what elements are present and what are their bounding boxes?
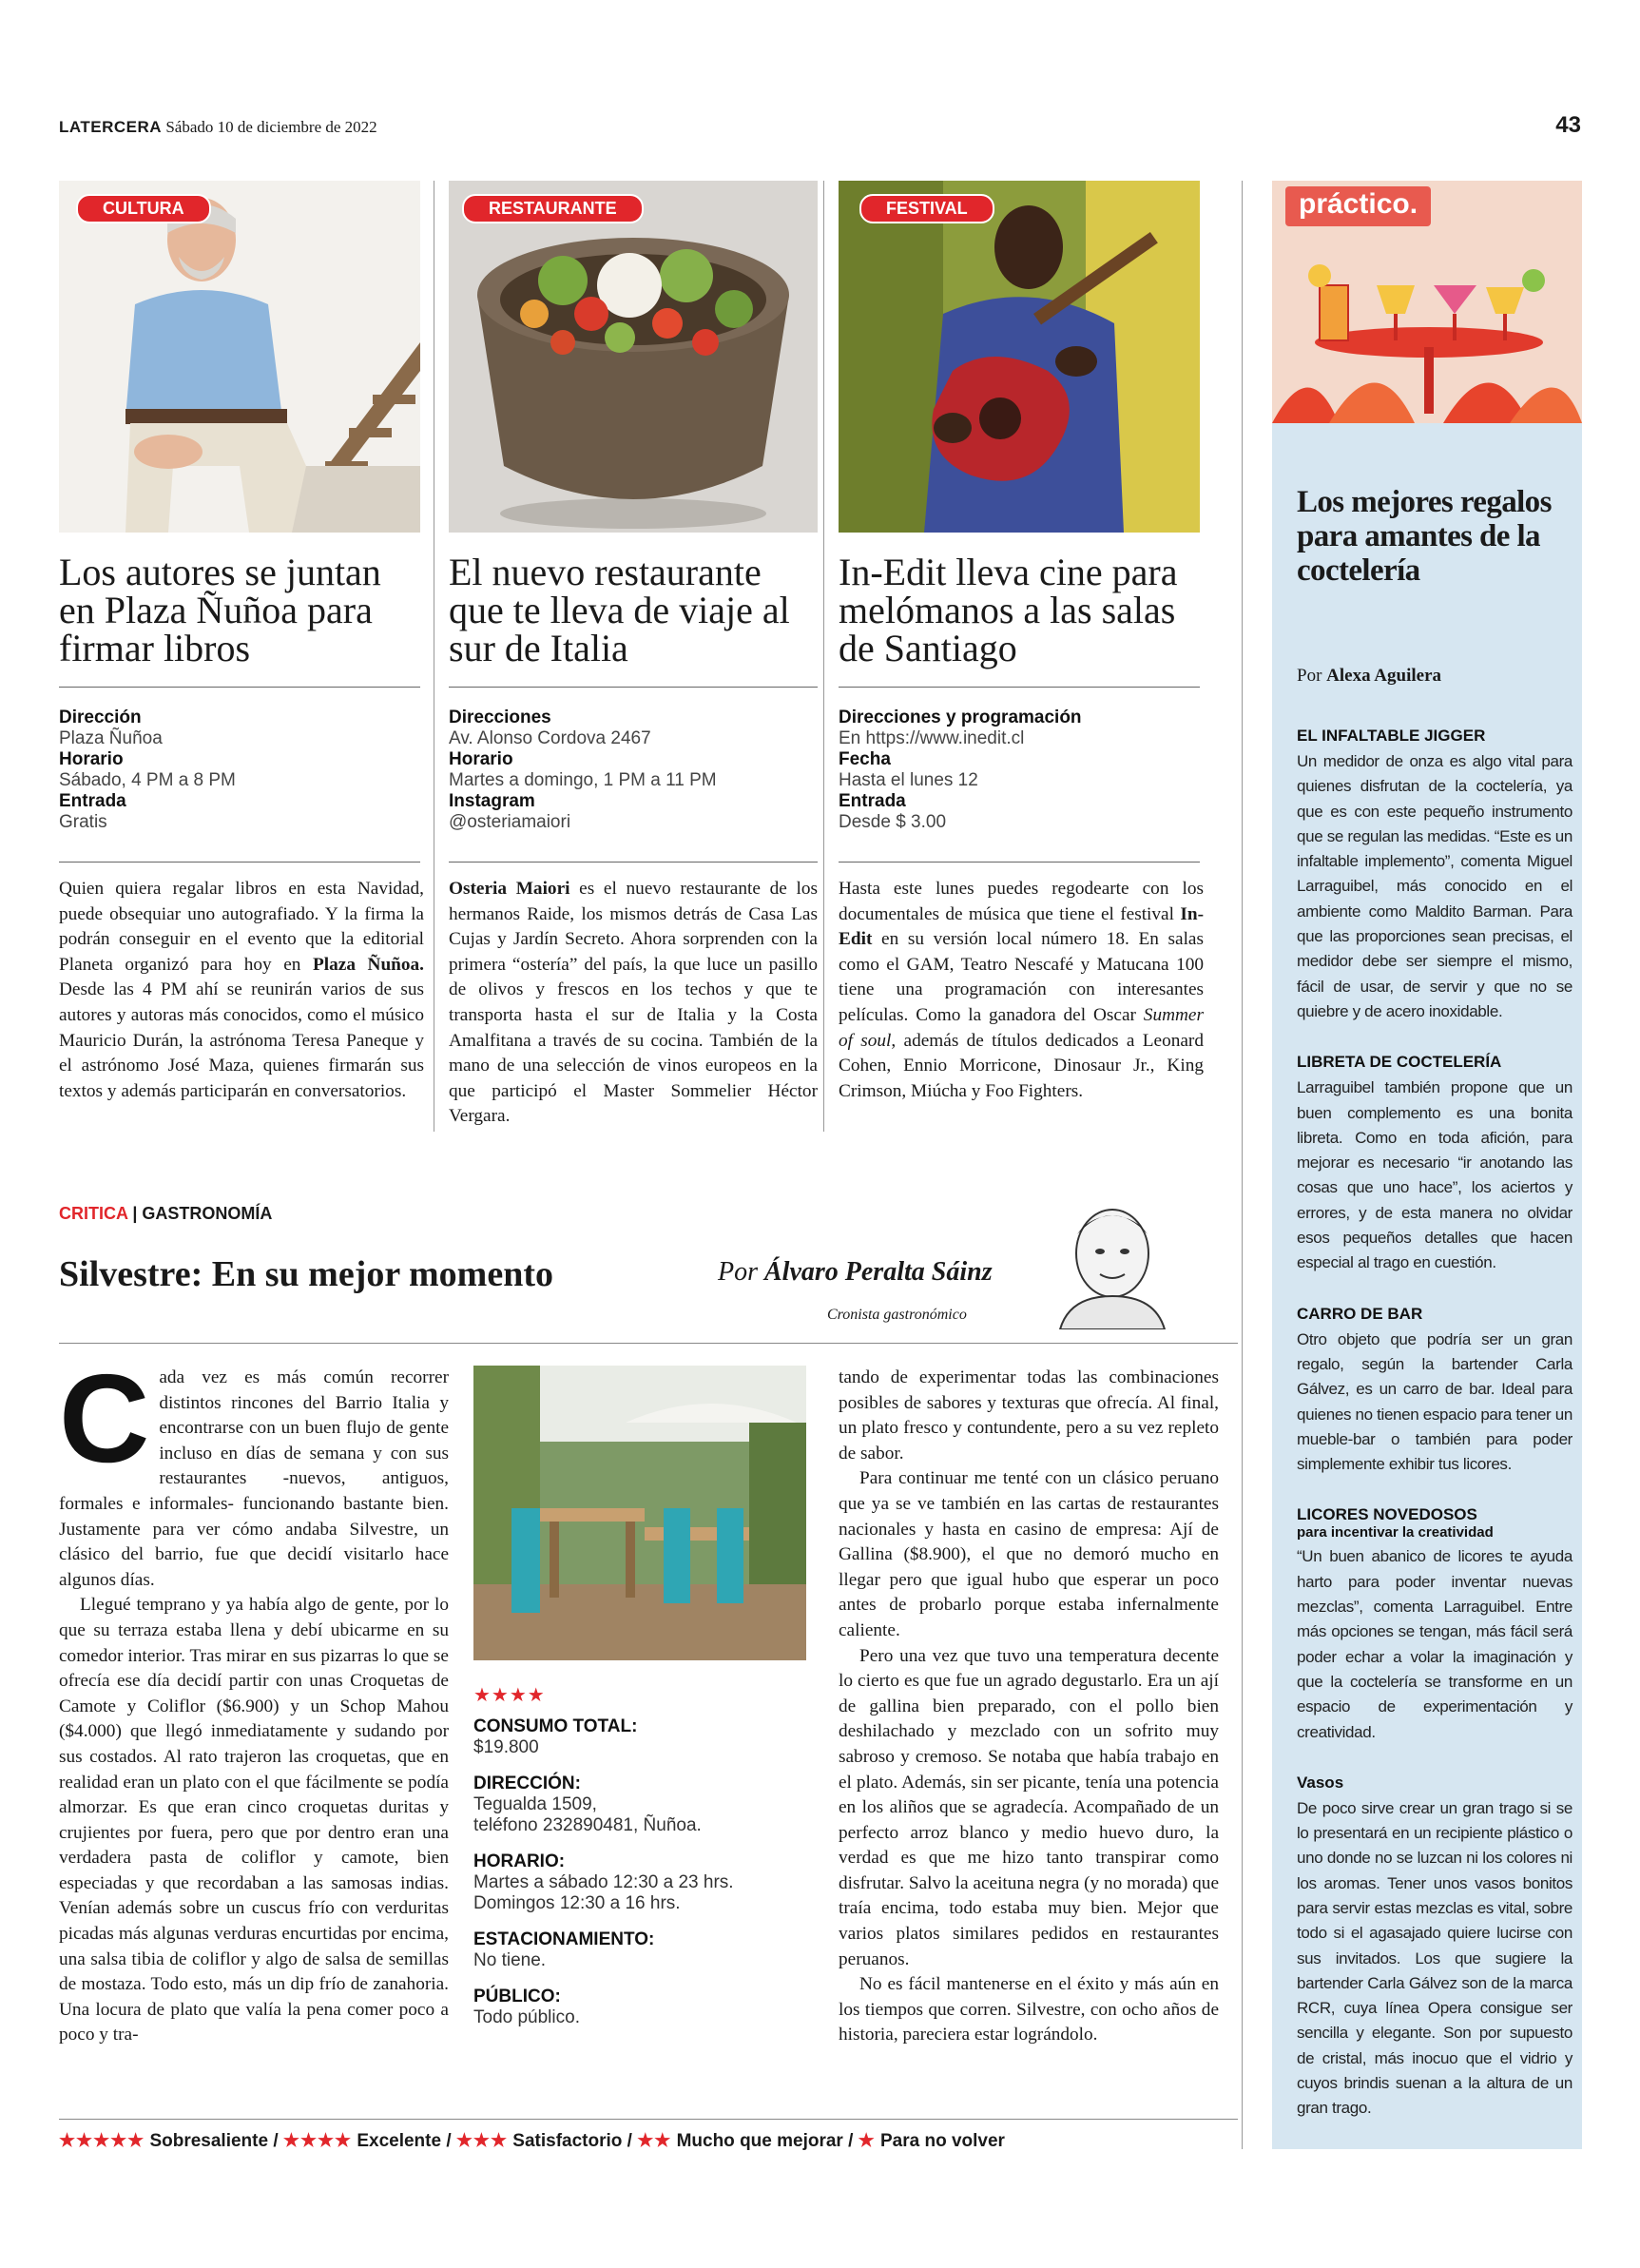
info-label: Fecha (839, 749, 891, 769)
section-heading: LICORES NOVEDOSOS (1297, 1505, 1477, 1524)
festival-photo (839, 181, 1200, 533)
info-value: Martes a domingo, 1 PM a 11 PM (449, 770, 717, 790)
section-text: Un medidor de onza es algo vital para quienes disfrutan de la coctelería, ya que es con este pequeño instrumento que se regulan las medidas. “Este es un infaltable implemento”, comenta Miguel Larraguibel, más conocido en el ambiente como Maldito Barman. Para que las proporciones sean precisas, el medidor debe ser siempre el mismo, fácil de usar, de servir y que no se quiebre y de acero inoxidable. (1297, 752, 1572, 1020)
divider (59, 1343, 1238, 1344)
info-label: Instagram (449, 791, 535, 811)
author-role: Cronista gastronómico (827, 1307, 967, 1323)
byline-prefix: Por (718, 1257, 758, 1287)
article-title-festival: In-Edit lleva cine para melómanos a las salas de Santiago (839, 551, 1178, 669)
author-portrait-image (59, 181, 420, 533)
section-text: Larraguibel también propone que un buen complemento es una bonita libreta. Como en toda afición, para mejorar es necesario “ir anotando las cosas que uno hace”, los aciertos y errores, y de esta manera no olvidar esos pequeños detalles que hacen especial al trago en cuestión. (1297, 1078, 1572, 1272)
sidebar-illustration (1272, 181, 1582, 423)
byline-prefix: Por (1297, 666, 1322, 686)
review-byline (718, 1257, 993, 1288)
divider (839, 862, 1200, 863)
info-value: @osteriamaiori (449, 812, 571, 832)
fact-value: Todo público. (473, 2007, 580, 2027)
legend-label: Excelente / (357, 2131, 452, 2151)
category-tag-festival: FESTIVAL (859, 194, 994, 223)
legend-label: Satisfactorio / (512, 2131, 632, 2151)
review-paragraph: Pero una vez que tuvo una temperatura decente lo cierto es que fue un agrado degustarlo. Era un ají de gallina bien preparado, con el pollo bien deshilachado y mezclado con un sofrito muy sabroso y cremoso. Se notaba que había trabajo en el plato. Además, sin ser picante, tenía una potencia en los aliños que se agradecía. Acompañado de un perfecto arroz blanco y medio huevo duro, la verdad es que me hizo tanto transpirar como disfrutar. Salvo la aceituna negra (y no morada) que traía encima, todo estaba muy bien. Mejor que varios platos similares pedidos en restaurantes peruanos. (839, 1645, 1219, 1969)
restaurant-terrace-photo (473, 1366, 806, 1660)
divider (839, 687, 1200, 688)
author-sketch (1041, 1196, 1184, 1329)
article-title-cultura: Los autores se juntan en Plaza Ñuñoa para firmar libros (59, 551, 381, 669)
review-column-3 (839, 1366, 1219, 2048)
divider (59, 862, 420, 863)
subsection-label: GASTRONOMÍA (142, 1204, 273, 1223)
review-column-1 (59, 1348, 449, 2048)
body-text: en su versión local número 18. En salas como el GAM, Teatro Nescafé y Matucana 100 tiene una programación con interesantes películas. Como la ganadora del Oscar (839, 929, 1204, 1025)
info-label: Dirección (59, 708, 142, 727)
sidebar-byline (1297, 666, 1441, 687)
section-heading: Vasos (1297, 1773, 1344, 1792)
review-paragraph: Llegué temprano y ya había algo de gente, por lo que su terraza estaba llena y debí ubicarme en su comedor interior. Tras mirar en sus pizarras lo que se ofrecía ese día decidí partir con unas Croquetas de Camote y Coliflor ($6.900) y un Schop Mahou ($4.000) que llegó inmediatamente y sudando por sus costados. Al rato trajeron las croquetas, que en realidad eran un plato con el que fácilmente se podía almorzar. Es que eran cinco croquetas duritas y crujientes por fuera, pero que por dentro eran una verdadera pasta de coliflor y camote, bien especiadas y que recordaban a las samosas indias. Venían además sobre un cuscus frío con verduritas picadas más algunas verduras encurtidas por encima, una salsa tibia de coliflor y algo de salsa de semillas de mostaza. Todo esto, más un dip frío de zanahoria. Una locura de plato que valía la pena comer poco a poco y tra- (59, 1595, 449, 2045)
sidebar-title: Los mejores regalos para amantes de la coctelería (1297, 485, 1552, 588)
divider (449, 862, 818, 863)
fact-item (473, 1929, 816, 1971)
rating-legend (59, 2130, 1005, 2152)
info-label: Horario (449, 749, 513, 769)
body-text: es el nuevo restaurante de los hermanos Raide, los mismos detrás de Casa Las Cujas y Jardín Secreto. Ahora sorprenden con la primera “ostería” del país, la que luce un pasillo de olivos y frescos en los techos y que te transporta hasta el sur de Italia y la Costa Amalfitana a través de su cocina. También de la mano de una selección de vinos europeos en la que participó el Master Sommelier Héctor Vergara. (449, 879, 818, 1127)
fact-value: $19.800 (473, 1737, 539, 1757)
info-value: En https://www.inedit.cl (839, 728, 1025, 748)
divider (59, 2119, 1238, 2120)
body-text: Quien quiera regalar libros en esta Navidad, puede obsequiar uno autografiado. Y la firma la podrán conseguir en el evento que la editorial Planeta organizó para hoy en (59, 879, 424, 975)
fact-label: PÚBLICO: (473, 1987, 561, 2006)
info-value: Hasta el lunes 12 (839, 770, 978, 790)
legend-label: Sobresaliente / (149, 2131, 279, 2151)
body-text: Hasta este lunes puedes regodearte con los documentales de música que tiene el festival (839, 879, 1204, 924)
fact-item (473, 1716, 816, 1758)
info-label: Horario (59, 749, 124, 769)
fact-item (473, 1774, 816, 1836)
legend-stars: ★★★★ (282, 2131, 353, 2151)
fact-value: Martes a sábado 12:30 a 23 hrs. Domingos 12:30 a 16 hrs. (473, 1872, 734, 1913)
info-label: Direcciones (449, 708, 551, 727)
body-text-bold: In-Edit (839, 903, 1204, 950)
category-tag-restaurante: RESTAURANTE (462, 194, 644, 223)
section-subheading: para incentivar la creatividad (1297, 1524, 1494, 1541)
review-facts (473, 1683, 816, 2044)
body-text: , además de títulos dedicados a Leonard Cohen, Ennio Morricone, Dinosaur Jr., King Crimson, Miúcha y Foo Fighters. (839, 1030, 1204, 1101)
body-text-italic: Summer of soul (839, 1004, 1204, 1051)
article-title-restaurante: El nuevo restaurante que te lleva de viaje al sur de Italia (449, 551, 790, 669)
page-header (59, 118, 377, 137)
fact-label: CONSUMO TOTAL: (473, 1716, 638, 1736)
info-value: Desde $ 3.00 (839, 812, 947, 832)
body-text-bold: Plaza Ñuñoa. (312, 954, 424, 975)
review-section-label: CRITICA | GASTRONOMÍA (59, 1204, 273, 1223)
divider (59, 687, 420, 688)
info-value: Av. Alonso Cordova 2467 (449, 728, 651, 748)
author-sketch-image (1041, 1196, 1184, 1329)
fact-label: HORARIO: (473, 1851, 566, 1871)
drop-cap: C (59, 1348, 150, 1488)
article-body-festival (839, 877, 1204, 1104)
review-paragraph: ada vez es más común recorrer distintos rincones del Barrio Italia y encontrarse con un buen flujo de gente incluso en días de semana y con sus restaurantes -nuevos, antiguos, formales e informales- funcionando bastante bien. Justamente para ver cómo andaba Silvestre, un clásico del barrio, fue que decidí visitarlo hace algunos días. (59, 1367, 449, 1590)
legend-label: Mucho que mejorar / (676, 2131, 854, 2151)
review-paragraph: Para continuar me tenté con un clásico peruano que ya se ve también en las cartas de restaurantes nacionales y hasta en casino de empresa: Ají de Gallina ($8.900), el que no demoró mucho en llegar pero que igual hubo que esperar un poco antes de probarlo porque estaba infernalmente caliente. (839, 1468, 1219, 1640)
fact-value: No tiene. (473, 1950, 547, 1970)
culture-photo (59, 181, 420, 533)
section-heading: EL INFALTABLE JIGGER (1297, 727, 1486, 745)
article-body-restaurante (449, 877, 818, 1130)
legend-stars: ★★ (637, 2131, 672, 2151)
info-label: Entrada (59, 791, 126, 811)
body-text-bold: Osteria Maiori (449, 879, 570, 899)
issue-date: Sábado 10 de diciembre de 2022 (165, 118, 377, 136)
terrace-image (473, 1366, 806, 1660)
body-text: Desde las 4 PM ahí se reunirán varios de sus autores y autoras más conocidos, como el músico Mauricio Durán, la astrónoma Teresa Paneque y el astrónomo José Maza, quienes firmarán sus textos y además participarán en conversatorios. (59, 979, 424, 1101)
author-name: Álvaro Peralta Sáinz (764, 1257, 993, 1287)
category-tag-cultura: CULTURA (76, 194, 211, 223)
brand-name: LATERCERA (59, 118, 163, 136)
section-heading: LIBRETA DE COCTELERÍA (1297, 1053, 1502, 1072)
info-value: Gratis (59, 812, 107, 832)
legend-stars: ★★★ (455, 2131, 508, 2151)
review-paragraph: tando de experimentar todas las combinaciones posibles de sabores y texturas que ofrecía. Al final, un plato fresco y contundente, pero a su vez repleto de sabor. (839, 1367, 1219, 1464)
info-value: Sábado, 4 PM a 8 PM (59, 770, 236, 790)
section-heading: CARRO DE BAR (1297, 1304, 1423, 1323)
info-block-festival (839, 708, 1200, 833)
guitarist-image (839, 181, 1200, 533)
practico-badge: práctico. (1285, 186, 1431, 226)
article-body-cultura (59, 877, 424, 1104)
info-label: Entrada (839, 791, 906, 811)
author-name: Alexa Aguilera (1326, 666, 1442, 686)
fact-item (473, 1851, 816, 1914)
legend-stars: ★ (858, 2131, 876, 2151)
sidebar-practico (1272, 181, 1582, 2149)
info-block-cultura (59, 708, 420, 833)
sidebar-body (1297, 713, 1572, 2131)
divider (449, 687, 818, 688)
fact-item (473, 1987, 816, 2028)
fact-label: DIRECCIÓN: (473, 1774, 581, 1793)
review-paragraph: No es fácil mantenerse en el éxito y más aún en los tiempos que corren. Silvestre, con ocho años de historia, pareciera estar lográndolo. (839, 1974, 1219, 2045)
salad-bowl-image (449, 181, 818, 533)
section-text: “Un buen abanico de licores te ayuda harto para poder inventar nuevas mezclas”, comenta Larraguibel. Entre más opciones se tengan, más fácil será poder echar a volar la imaginación y que la coctelería se transforme en un espacio de experimentación y creatividad. (1297, 1547, 1572, 1741)
fact-value: Tegualda 1509, teléfono 232890481, Ñuñoa. (473, 1794, 702, 1835)
legend-label: Para no volver (880, 2131, 1005, 2151)
section-text: De poco sirve crear un gran trago si se lo presentará en un recipiente plástico o uno donde no se luzcan ni los colores ni los aromas. Tener unos vasos bonitos para servir estas mezclas es vital, sobre todo si el agasajado quiere lucirse con sus invitados. Los que sugiere la bartender Carla Gálvez son de la marca RCR, cuya línea Opera consigue ser sencilla y elegante. Son por supuesto de cristal, más inocuo que el vidrio y cuyos brindis suenan a la altura de un gran trago. (1297, 1798, 1572, 2118)
column-divider (1242, 181, 1243, 2149)
info-value: Plaza Ñuñoa (59, 728, 163, 748)
column-divider (823, 181, 824, 1132)
fact-label: ESTACIONAMIENTO: (473, 1929, 655, 1949)
section-text: Otro objeto que podría ser un gran regalo, según la bartender Carla Gálvez, es un carro de bar. Ideal para quienes no tienen espacio para tener un mueble-bar o también para poder simplemente exhibir tus licores. (1297, 1329, 1572, 1474)
info-label: Direcciones y programación (839, 708, 1082, 727)
restaurant-photo (449, 181, 818, 533)
legend-stars: ★★★★★ (59, 2131, 145, 2151)
page-number: 43 (1555, 112, 1581, 138)
info-block-restaurante (449, 708, 810, 833)
section-label: CRITICA (59, 1204, 128, 1223)
rating-stars: ★★★★ (473, 1685, 546, 1706)
review-title: Silvestre: En su mejor momento (59, 1254, 553, 1294)
